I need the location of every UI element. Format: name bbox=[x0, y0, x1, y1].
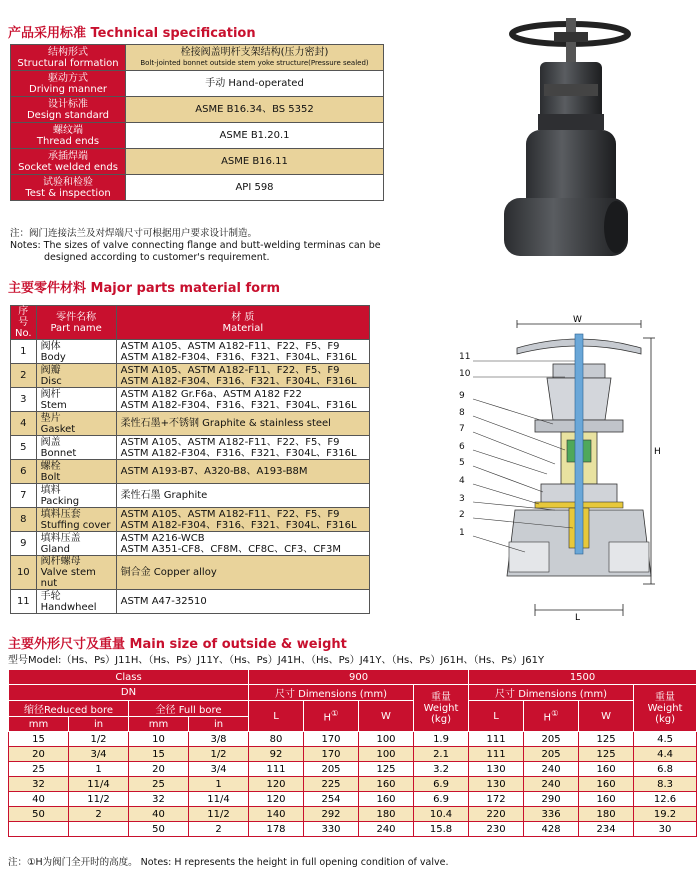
dims-cell: 11/4 bbox=[69, 777, 129, 792]
tech-row bbox=[11, 45, 384, 71]
dims-cell: 240 bbox=[359, 822, 414, 837]
tech-spec-heading: 产品采用标准 Technical specification bbox=[8, 26, 256, 41]
dims-cell: 290 bbox=[524, 792, 579, 807]
dims-cell: 4.5 bbox=[634, 732, 697, 747]
parts-header-material: 材 质 Material bbox=[116, 306, 369, 340]
dims-cell: 11/2 bbox=[189, 807, 249, 822]
dims-row bbox=[9, 792, 697, 807]
reduced-bore: 缩径Reduced bore bbox=[9, 701, 129, 717]
dims-cell: 205 bbox=[524, 747, 579, 762]
part-no: 6 bbox=[11, 460, 37, 484]
dims-cell: 80 bbox=[249, 732, 304, 747]
tech-row-value: ASME B1.20.1 bbox=[126, 123, 384, 149]
part-material: 铜合金 Copper alloy bbox=[116, 556, 369, 590]
dims-row bbox=[9, 807, 697, 822]
dims-cell: 20 bbox=[129, 762, 189, 777]
part-callout: 9 bbox=[459, 391, 465, 401]
dims-cell: 25 bbox=[129, 777, 189, 792]
col-mm-full: mm bbox=[129, 717, 189, 732]
parts-header-no: 序号 No. bbox=[11, 306, 37, 340]
dims-cell: 2 bbox=[69, 807, 129, 822]
part-name: 填料压盖 Gland bbox=[36, 532, 116, 556]
part-material: ASTM A193-B7、A320-B8、A193-B8M bbox=[116, 460, 369, 484]
dims-cell: 11/2 bbox=[69, 792, 129, 807]
part-callout: 1 bbox=[459, 528, 465, 538]
tech-row-value: 栓接阀盖明杆支架结构(压力密封) Bolt-jointed bonnet outside stem yoke structure(Pressure sealed) bbox=[126, 45, 384, 71]
dims-cell: 234 bbox=[579, 822, 634, 837]
dims-cell: 92 bbox=[249, 747, 304, 762]
dims-cell: 240 bbox=[524, 777, 579, 792]
part-material: 柔性石墨 Graphite bbox=[116, 484, 369, 508]
dims-cell: 120 bbox=[249, 777, 304, 792]
dim-h: H bbox=[654, 447, 661, 457]
dims-cell: 111 bbox=[469, 732, 524, 747]
dims-cell: 180 bbox=[359, 807, 414, 822]
part-name: 阀体 Body bbox=[36, 340, 116, 364]
tech-row-value: API 598 bbox=[126, 175, 384, 201]
dims-cell: 1.9 bbox=[414, 732, 469, 747]
tech-note-zh: 注：阀门连接法兰及对焊端尺寸可根据用户要求设计制造。 bbox=[10, 228, 258, 239]
part-callout: 6 bbox=[459, 442, 465, 452]
dims-cell: 12.6 bbox=[634, 792, 697, 807]
col-w-1500: W bbox=[579, 701, 634, 732]
dims-cell: 32 bbox=[9, 777, 69, 792]
part-no: 10 bbox=[11, 556, 37, 590]
weight-header-1500: 重量 Weight (kg) bbox=[634, 685, 697, 732]
tech-row bbox=[11, 149, 384, 175]
dims-cell: 160 bbox=[579, 777, 634, 792]
tech-row-value: ASME B16.11 bbox=[126, 149, 384, 175]
dims-cell: 170 bbox=[304, 747, 359, 762]
part-name: 填料压套 Stuffing cover bbox=[36, 508, 116, 532]
dims-cell: 254 bbox=[304, 792, 359, 807]
dims-cell: 25 bbox=[9, 762, 69, 777]
part-no: 9 bbox=[11, 532, 37, 556]
dims-cell: 3.2 bbox=[414, 762, 469, 777]
parts-row bbox=[11, 484, 370, 508]
tech-row-value: ASME B16.34、BS 5352 bbox=[126, 97, 384, 123]
tech-row bbox=[11, 123, 384, 149]
dims-cell: 19.2 bbox=[634, 807, 697, 822]
tech-row-label: 驱动方式 Driving manner bbox=[11, 71, 126, 97]
dims-cell: 6.8 bbox=[634, 762, 697, 777]
dim-l: L bbox=[575, 613, 581, 623]
dims-cell: 6.9 bbox=[414, 792, 469, 807]
part-no: 11 bbox=[11, 590, 37, 614]
dims-cell: 50 bbox=[129, 822, 189, 837]
part-name: 螺栓 Bolt bbox=[36, 460, 116, 484]
dims-cell: 180 bbox=[579, 807, 634, 822]
dims-row bbox=[9, 777, 697, 792]
tech-row bbox=[11, 97, 384, 123]
part-callout: 3 bbox=[459, 494, 465, 504]
parts-row bbox=[11, 412, 370, 436]
dims-cell: 6.9 bbox=[414, 777, 469, 792]
tech-note-en2: designed according to customer's requirement. bbox=[44, 252, 270, 263]
dims-cell bbox=[9, 822, 69, 837]
dims-cell: 50 bbox=[9, 807, 69, 822]
dims-cell: 111 bbox=[249, 762, 304, 777]
part-no: 8 bbox=[11, 508, 37, 532]
part-no: 5 bbox=[11, 436, 37, 460]
dims-cell: 1/2 bbox=[189, 747, 249, 762]
tech-spec-table bbox=[10, 44, 384, 201]
dims-cell: 100 bbox=[359, 747, 414, 762]
dims-cell: 125 bbox=[579, 732, 634, 747]
tech-row-label: 结构形式 Structural formation bbox=[11, 45, 126, 71]
part-material: 柔性石墨+不锈钢 Graphite & stainless steel bbox=[116, 412, 369, 436]
dims-cell: 225 bbox=[304, 777, 359, 792]
parts-row bbox=[11, 556, 370, 590]
parts-row bbox=[11, 388, 370, 412]
dims-cell: 125 bbox=[359, 762, 414, 777]
dims-cell: 1 bbox=[69, 762, 129, 777]
part-material: ASTM A105、ASTM A182-F11、F22、F5、F9 ASTM A182-F304、F316、F321、F304L、F316L bbox=[116, 436, 369, 460]
dims-cell: 3/4 bbox=[69, 747, 129, 762]
dims-table bbox=[8, 669, 697, 837]
part-name: 手轮 Handwheel bbox=[36, 590, 116, 614]
part-callout: 4 bbox=[459, 476, 465, 486]
parts-header-name: 零件名称 Part name bbox=[36, 306, 116, 340]
dims-cell: 160 bbox=[579, 792, 634, 807]
dn-label: DN bbox=[9, 685, 249, 701]
parts-row bbox=[11, 508, 370, 532]
dims-note: 注：①H为阀门全开时的高度。 Notes: H represents the height in full opening condition of valve. bbox=[8, 857, 449, 868]
dims-cell: 170 bbox=[304, 732, 359, 747]
dims-cell: 120 bbox=[249, 792, 304, 807]
full-bore: 全径 Full bore bbox=[129, 701, 249, 717]
dims-cell: 10.4 bbox=[414, 807, 469, 822]
dims-cell: 3/4 bbox=[189, 762, 249, 777]
col-h-900: H① bbox=[304, 701, 359, 732]
part-material: ASTM A216-WCB ASTM A351-CF8、CF8M、CF8C、CF3、CF3M bbox=[116, 532, 369, 556]
dims-cell: 15.8 bbox=[414, 822, 469, 837]
col-l-900: L bbox=[249, 701, 304, 732]
parts-table bbox=[10, 305, 370, 614]
tech-row-label: 承插焊端 Socket welded ends bbox=[11, 149, 126, 175]
parts-heading: 主要零件材料 Major parts material form bbox=[8, 281, 281, 296]
dims-row bbox=[9, 732, 697, 747]
part-material: ASTM A105、ASTM A182-F11、F22、F5、F9 ASTM A182-F304、F316、F321、F304L、F316L bbox=[116, 340, 369, 364]
dims-cell: 10 bbox=[129, 732, 189, 747]
part-material: ASTM A47-32510 bbox=[116, 590, 369, 614]
class-1500: 1500 bbox=[469, 670, 697, 685]
dims-cell: 15 bbox=[129, 747, 189, 762]
dims-cell: 40 bbox=[129, 807, 189, 822]
weight-header-900: 重量 Weight (kg) bbox=[414, 685, 469, 732]
parts-row bbox=[11, 340, 370, 364]
part-name: 阀瓣 Disc bbox=[36, 364, 116, 388]
tech-row-label: 设计标准 Design standard bbox=[11, 97, 126, 123]
dims-cell: 172 bbox=[469, 792, 524, 807]
dims-cell: 1 bbox=[189, 777, 249, 792]
dims-row bbox=[9, 822, 697, 837]
part-callout: 2 bbox=[459, 510, 465, 520]
part-callout: 8 bbox=[459, 408, 465, 418]
dims-cell: 428 bbox=[524, 822, 579, 837]
col-w-900: W bbox=[359, 701, 414, 732]
tech-row-value: 手动 Hand-operated bbox=[126, 71, 384, 97]
dims-cell: 205 bbox=[304, 762, 359, 777]
part-name: 阀杆螺母 Valve stem nut bbox=[36, 556, 116, 590]
dims-row bbox=[9, 762, 697, 777]
tech-note-en1: Notes: The sizes of valve connecting flange and butt-welding terminas can be bbox=[10, 240, 381, 251]
col-in-full: in bbox=[189, 717, 249, 732]
class-label: Class bbox=[9, 670, 249, 685]
dims-cell: 336 bbox=[524, 807, 579, 822]
part-callout: 11 bbox=[459, 352, 471, 362]
dims-cell: 240 bbox=[524, 762, 579, 777]
dims-cell: 40 bbox=[9, 792, 69, 807]
tech-notes bbox=[10, 228, 390, 264]
part-no: 1 bbox=[11, 340, 37, 364]
tech-row bbox=[11, 71, 384, 97]
parts-row bbox=[11, 460, 370, 484]
dims-cell: 111 bbox=[469, 747, 524, 762]
part-no: 2 bbox=[11, 364, 37, 388]
dims-cell: 178 bbox=[249, 822, 304, 837]
dims-cell: 11/4 bbox=[189, 792, 249, 807]
part-name: 垫片 Gasket bbox=[36, 412, 116, 436]
part-material: ASTM A182 Gr.F6a、ASTM A182 F22 ASTM A182-F304、F316、F321、F304L、F316L bbox=[116, 388, 369, 412]
parts-row bbox=[11, 532, 370, 556]
dims-cell: 130 bbox=[469, 762, 524, 777]
tech-row-label: 螺纹端 Thread ends bbox=[11, 123, 126, 149]
tech-row bbox=[11, 175, 384, 201]
dims-cell: 230 bbox=[469, 822, 524, 837]
part-no: 3 bbox=[11, 388, 37, 412]
part-no: 4 bbox=[11, 412, 37, 436]
dims-cell: 330 bbox=[304, 822, 359, 837]
parts-row bbox=[11, 364, 370, 388]
dims-cell: 130 bbox=[469, 777, 524, 792]
parts-row bbox=[11, 590, 370, 614]
dims-cell: 292 bbox=[304, 807, 359, 822]
model-line: 型号Model:（Hs、Ps）J11H、（Hs、Ps）J11Y、（Hs、Ps）J41H、（Hs、Ps）J41Y、（Hs、Ps）J61H、（Hs、Ps）J61Y bbox=[8, 655, 545, 666]
dims-cell: 20 bbox=[9, 747, 69, 762]
dims-cell: 32 bbox=[129, 792, 189, 807]
tech-row-label: 试验和检验 Test & inspection bbox=[11, 175, 126, 201]
dims-row bbox=[9, 747, 697, 762]
part-name: 阀盖 Bonnet bbox=[36, 436, 116, 460]
dims-cell: 220 bbox=[469, 807, 524, 822]
col-in-reduced: in bbox=[69, 717, 129, 732]
dim-label-900: 尺寸 Dimensions (mm) bbox=[249, 685, 414, 701]
part-name: 阀杆 Stem bbox=[36, 388, 116, 412]
valve-photo bbox=[496, 14, 636, 264]
col-mm-reduced: mm bbox=[9, 717, 69, 732]
dims-cell: 125 bbox=[579, 747, 634, 762]
dims-cell: 8.3 bbox=[634, 777, 697, 792]
class-900: 900 bbox=[249, 670, 469, 685]
dims-cell: 2 bbox=[189, 822, 249, 837]
dims-cell: 140 bbox=[249, 807, 304, 822]
dims-cell: 3/8 bbox=[189, 732, 249, 747]
dim-label-1500: 尺寸 Dimensions (mm) bbox=[469, 685, 634, 701]
part-callout: 5 bbox=[459, 458, 465, 468]
col-h-1500: H① bbox=[524, 701, 579, 732]
part-name: 填料 Packing bbox=[36, 484, 116, 508]
dims-cell: 160 bbox=[359, 792, 414, 807]
part-material: ASTM A105、ASTM A182-F11、F22、F5、F9 ASTM A182-F304、F316、F321、F304L、F316L bbox=[116, 364, 369, 388]
dims-cell: 2.1 bbox=[414, 747, 469, 762]
part-callout: 10 bbox=[459, 369, 471, 379]
col-l-1500: L bbox=[469, 701, 524, 732]
part-material: ASTM A105、ASTM A182-F11、F22、F5、F9 ASTM A182-F304、F316、F321、F304L、F316L bbox=[116, 508, 369, 532]
valve-section-drawing bbox=[455, 314, 695, 624]
dim-w: W bbox=[573, 315, 582, 325]
dims-cell bbox=[69, 822, 129, 837]
part-no: 7 bbox=[11, 484, 37, 508]
part-callout: 7 bbox=[459, 424, 465, 434]
dims-heading: 主要外形尺寸及重量 Main size of outside & weight bbox=[8, 637, 347, 652]
dims-cell: 1/2 bbox=[69, 732, 129, 747]
dims-cell: 100 bbox=[359, 732, 414, 747]
dims-cell: 4.4 bbox=[634, 747, 697, 762]
dims-cell: 160 bbox=[359, 777, 414, 792]
dims-cell: 160 bbox=[579, 762, 634, 777]
parts-row bbox=[11, 436, 370, 460]
dims-cell: 15 bbox=[9, 732, 69, 747]
dims-cell: 30 bbox=[634, 822, 697, 837]
dims-cell: 205 bbox=[524, 732, 579, 747]
